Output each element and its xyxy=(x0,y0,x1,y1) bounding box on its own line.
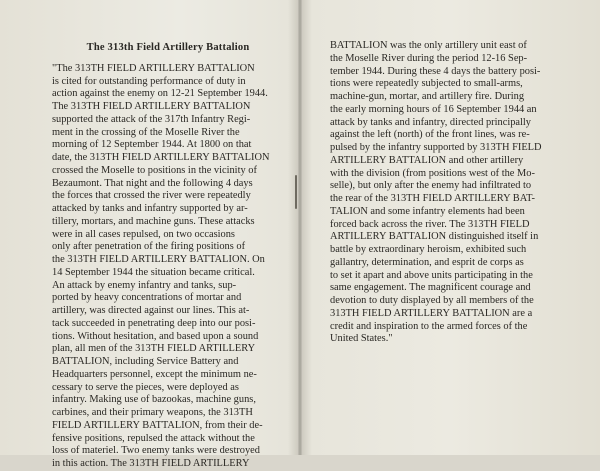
text-line: in this action. The 313TH FIELD ARTILLERY xyxy=(52,458,250,469)
text-line: the rear of the 313TH FIELD ARTILLERY BAT- xyxy=(330,193,535,204)
text-line: loss of materiel. Two enemy tanks were destroyed xyxy=(52,445,260,457)
text-line: credit and inspiration to the armed forces of the xyxy=(330,320,528,332)
text-line: ment in the crossing of the Moselle River the xyxy=(52,126,240,138)
left-page-body xyxy=(52,63,284,471)
text-line: carbines, and their primary weapons, the 313TH xyxy=(52,407,253,418)
text-line: selle), but only after the enemy had infiltrated to xyxy=(330,180,532,192)
text-line: attacked by tanks and infantry supported by ar- xyxy=(52,203,248,214)
text-line: supported the attack of the 317th Infantry Regi- xyxy=(52,113,251,125)
text-line: battle by extraordinary heroism, exhibited such xyxy=(330,244,527,255)
text-line: BATTALION was the only artillery unit east of xyxy=(330,40,527,51)
text-line: TALION and some infantry elements had been xyxy=(330,205,525,217)
text-line: the Moselle River during the period 12-16 Sep- xyxy=(330,52,528,64)
text-line: date, the 313TH FIELD ARTILLERY BATTALION xyxy=(52,152,270,163)
text-line: tack succeeded in penetrating deep into our posi- xyxy=(52,317,256,329)
text-line: attack by tanks and infantry, directed principally xyxy=(330,116,532,128)
staple xyxy=(295,175,297,209)
text-line: infantry. Making use of bazookas, machine guns, xyxy=(52,394,256,406)
text-line: the early morning hours of 16 September 1944 an xyxy=(330,103,537,115)
text-line: were in all cases repulsed, on two occasions xyxy=(52,228,235,240)
text-line: "The 313TH FIELD ARTILLERY BATTALION xyxy=(52,62,255,74)
text-line: machine-gun, mortar, and artillery fire. During xyxy=(330,91,525,102)
text-line: Bezaumont. That night and the following 4 days xyxy=(52,177,253,189)
text-line: plan, all men of the 313TH FIELD ARTILLERY xyxy=(52,343,256,355)
text-line: only after penetration of the firing positions of xyxy=(52,241,246,253)
text-line: same engagement. The magnificent courage and xyxy=(330,282,531,294)
text-line: the 313TH FIELD ARTILLERY BATTALION. On xyxy=(52,254,265,265)
text-line: United States." xyxy=(330,333,393,345)
text-line: devotion to duty displayed by all members of the xyxy=(330,295,534,306)
text-line: tember 1944. During these 4 days the battery posi- xyxy=(330,65,541,77)
text-line: to set it apart and above units participating in the xyxy=(330,269,533,281)
text-line: gallantry, determination, and esprit de corps as xyxy=(330,256,524,268)
text-line: with the division (from positions west of the Mo- xyxy=(330,167,535,179)
text-line: 313TH FIELD ARTILLERY BATTALION are a xyxy=(330,307,533,319)
left-page xyxy=(52,30,284,471)
text-line: the forces that crossed the river were repeatedly xyxy=(52,190,251,202)
text-line: crossed the Moselle to positions in the vicinity of xyxy=(52,164,257,176)
text-line: is cited for outstanding performance of duty in xyxy=(52,75,246,87)
text-line: BATTALION, including Service Battery and xyxy=(52,356,239,367)
text-line: ARTILLERY BATTALION distinguished itself in xyxy=(330,231,539,243)
text-line: tillery, mortars, and machine guns. These attacks xyxy=(52,215,255,227)
center-fold xyxy=(298,0,302,455)
text-line: The 313TH FIELD ARTILLERY BATTALION xyxy=(52,101,251,112)
text-line: 14 September 1944 the situation became critical. xyxy=(52,266,255,278)
text-line: ported by heavy concentrations of mortar and xyxy=(52,292,242,304)
text-line: against the left (north) of the front lines, was re- xyxy=(330,129,530,141)
text-line: action against the enemy on 12-21 September 1944. xyxy=(52,88,268,100)
right-page xyxy=(330,40,562,346)
text-line: morning of 12 September 1944. At 1800 on that xyxy=(52,139,252,151)
text-line: FIELD ARTILLERY BATTALION, from their de- xyxy=(52,419,263,431)
text-line: cessary to serve the pieces, were deployed as xyxy=(52,381,239,393)
text-line: pulsed by the infantry supported by 313TH FIELD xyxy=(330,142,542,153)
text-line: Headquarters personnel, except the minimum ne- xyxy=(52,368,257,380)
text-line: forced back across the river. The 313TH FIELD xyxy=(330,218,530,230)
text-line: tions. Without hesitation, and based upon a sound xyxy=(52,330,259,342)
text-line: fensive positions, repulsed the attack without the xyxy=(52,432,255,444)
text-line: ARTILLERY BATTALION and other artillery xyxy=(330,154,524,166)
text-line: artillery, was directed against our lines. This at- xyxy=(52,305,250,316)
text-line: An attack by enemy infantry and tanks, sup- xyxy=(52,279,237,291)
right-page-body xyxy=(330,40,562,346)
text-line: tions were repeatedly subjected to small-arms, xyxy=(330,78,523,90)
page-title: The 313th Field Artillery Battalion xyxy=(86,42,250,53)
